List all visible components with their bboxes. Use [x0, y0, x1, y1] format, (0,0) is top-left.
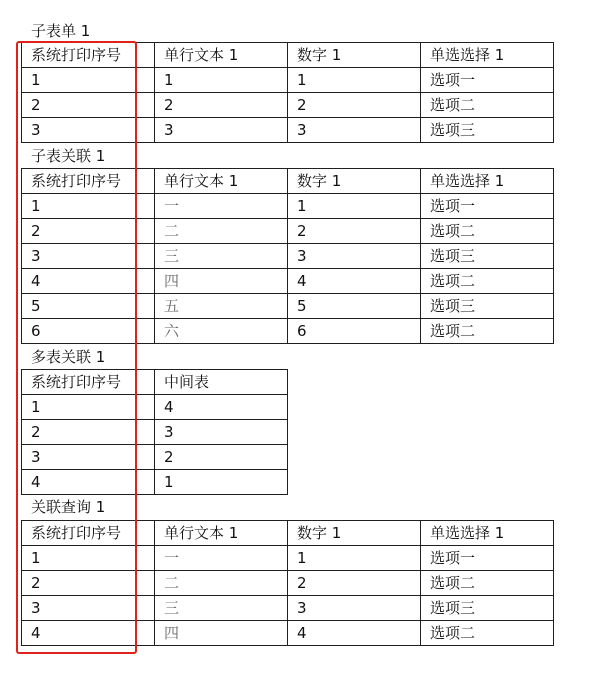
table-header-row: [22, 521, 554, 546]
table-cell: 选项三: [421, 118, 554, 143]
multitable-link-table: [21, 369, 288, 495]
table-cell: 三: [155, 244, 288, 269]
table-cell: 五: [155, 294, 288, 319]
table-cell: 4: [22, 269, 155, 294]
table-cell: 选项三: [421, 244, 554, 269]
table-cell: 4: [155, 395, 288, 420]
table-cell: 3: [155, 420, 288, 445]
table-cell: 2: [288, 571, 421, 596]
table-row: [22, 621, 554, 646]
table-cell: 1: [155, 470, 288, 495]
table-row: [22, 571, 554, 596]
table-row: [22, 68, 554, 93]
table-cell: 选项三: [421, 294, 554, 319]
table-cell: 选项二: [421, 269, 554, 294]
table-row: [22, 194, 554, 219]
table-row: [22, 596, 554, 621]
table-row: [22, 395, 288, 420]
table-cell: 3: [288, 244, 421, 269]
table-cell: 一: [155, 194, 288, 219]
table-cell: 6: [288, 319, 421, 344]
header-cell: 系统打印序号: [22, 169, 155, 194]
header-cell: 中间表: [155, 370, 288, 395]
section-title-link-query: 关联查询 1: [31, 498, 106, 516]
table-header-row: [22, 169, 554, 194]
table-cell: 2: [22, 219, 155, 244]
table-cell: 3: [288, 596, 421, 621]
header-cell: 系统打印序号: [22, 43, 155, 68]
section-title-subtable-link: 子表关联 1: [31, 147, 106, 165]
header-cell: 单选选择 1: [421, 521, 554, 546]
table-cell: 1: [22, 395, 155, 420]
table-row: [22, 118, 554, 143]
table-cell: 3: [155, 118, 288, 143]
table-cell: 1: [22, 194, 155, 219]
table-cell: 2: [155, 93, 288, 118]
table-cell: 1: [288, 68, 421, 93]
table-row: [22, 546, 554, 571]
table-cell: 四: [155, 621, 288, 646]
table-cell: 六: [155, 319, 288, 344]
header-cell: 数字 1: [288, 169, 421, 194]
table-row: [22, 269, 554, 294]
table-cell: 选项二: [421, 621, 554, 646]
table-cell: 1: [22, 546, 155, 571]
table-cell: 2: [155, 445, 288, 470]
table-cell: 一: [155, 546, 288, 571]
table-cell: 4: [22, 621, 155, 646]
table-cell: 三: [155, 596, 288, 621]
header-cell: 单行文本 1: [155, 169, 288, 194]
table-row: [22, 244, 554, 269]
table-cell: 选项二: [421, 319, 554, 344]
table-cell: 选项二: [421, 571, 554, 596]
table-cell: 选项一: [421, 546, 554, 571]
table-cell: 5: [22, 294, 155, 319]
table-cell: 1: [288, 546, 421, 571]
table-cell: 4: [288, 269, 421, 294]
table-cell: 2: [22, 571, 155, 596]
table-cell: 2: [22, 93, 155, 118]
table-cell: 1: [155, 68, 288, 93]
header-cell: 系统打印序号: [22, 370, 155, 395]
header-cell: 单行文本 1: [155, 521, 288, 546]
table-cell: 6: [22, 319, 155, 344]
table-cell: 选项二: [421, 219, 554, 244]
table-header-row: [22, 370, 288, 395]
table-cell: 2: [288, 93, 421, 118]
header-cell: 单选选择 1: [421, 169, 554, 194]
table-cell: 3: [22, 118, 155, 143]
table-cell: 3: [22, 445, 155, 470]
table-cell: 3: [22, 244, 155, 269]
table-cell: 4: [288, 621, 421, 646]
table-row: [22, 470, 288, 495]
table-cell: 3: [288, 118, 421, 143]
section-title-multitable-link: 多表关联 1: [31, 348, 106, 366]
table-cell: 二: [155, 219, 288, 244]
table-row: [22, 219, 554, 244]
table-cell: 2: [22, 420, 155, 445]
table-row: [22, 93, 554, 118]
table-row: [22, 445, 288, 470]
table-cell: 1: [22, 68, 155, 93]
link-query-table: [21, 520, 554, 646]
table-cell: 4: [22, 470, 155, 495]
table-cell: 选项二: [421, 93, 554, 118]
table-row: [22, 420, 288, 445]
header-cell: 单行文本 1: [155, 43, 288, 68]
table-cell: 四: [155, 269, 288, 294]
section-title-subform: 子表单 1: [31, 22, 91, 40]
header-cell: 数字 1: [288, 521, 421, 546]
table-cell: 选项一: [421, 68, 554, 93]
subtable-link-table: [21, 168, 554, 344]
table-header-row: [22, 43, 554, 68]
table-row: [22, 319, 554, 344]
table-cell: 选项一: [421, 194, 554, 219]
header-cell: 数字 1: [288, 43, 421, 68]
table-row: [22, 294, 554, 319]
header-cell: 系统打印序号: [22, 521, 155, 546]
table-cell: 二: [155, 571, 288, 596]
table-cell: 1: [288, 194, 421, 219]
table-cell: 5: [288, 294, 421, 319]
subform-table: [21, 42, 554, 143]
table-cell: 3: [22, 596, 155, 621]
table-cell: 选项三: [421, 596, 554, 621]
header-cell: 单选选择 1: [421, 43, 554, 68]
table-cell: 2: [288, 219, 421, 244]
